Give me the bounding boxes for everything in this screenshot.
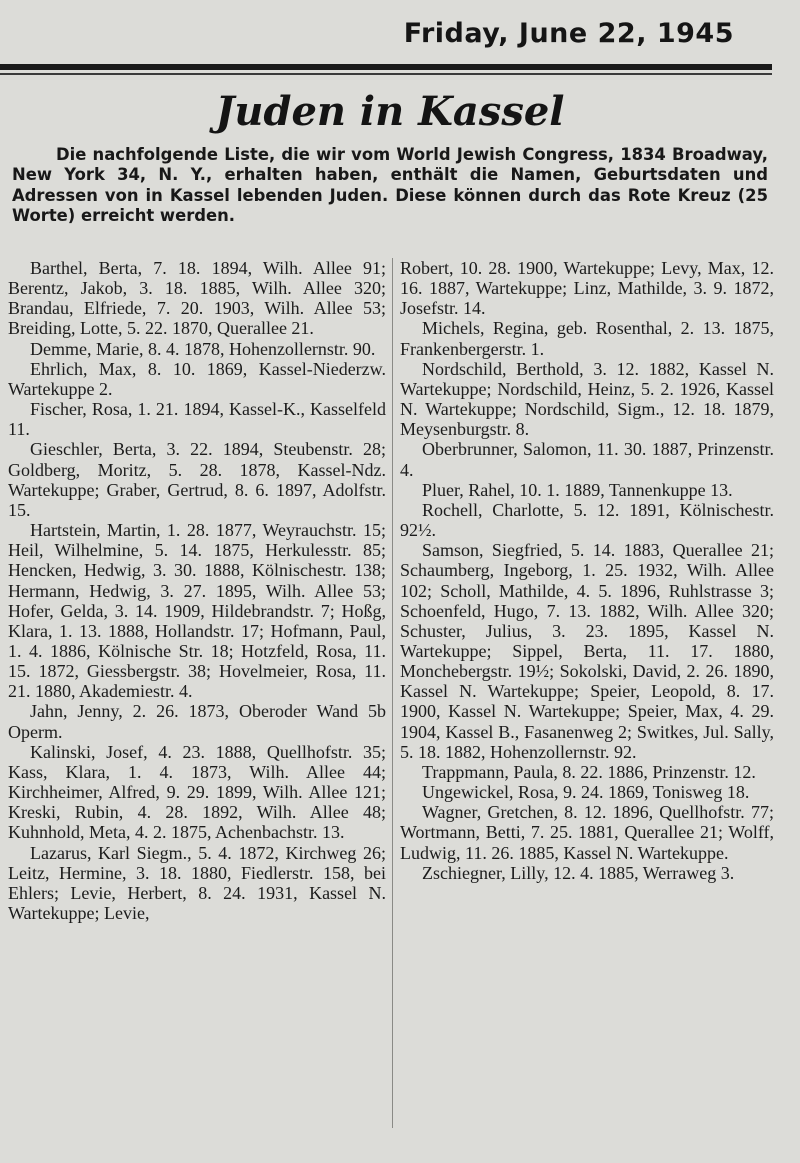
list-entry: Ungewickel, Rosa, 9. 24. 1869, Tonisweg 18. [422, 782, 750, 803]
list-entry: Robert, 10. 28. 1900, Wartekuppe; Levy, Max, 12. 16. 1887, Wartekuppe; Linz, Mathilde, 3. 9. 1872, Josefstr. 14. [400, 258, 774, 319]
list-entry: Samson, Siegfried, 5. 14. 1883, Querallee 21; Schaumberg, Ingeborg, 1. 25. 1932, Wilh. Allee 102; Scholl, Mathilde, 4. 5. 1896, Ruhlstrasse 3; Schoenfeld, Hugo, 7. 13. 1882, Wilh. Allee 320; Schuster, Julius, 3. 23. 1895, Kassel N. Wartekuppe; Sippel, Berta, 11. 17. 1880, Monchebergstr. 19½; Sokolski, David, 2. 26. 1890, Kassel N. Wartekuppe; Speier, Leopold, 8. 17. 1900, Kassel N. Wartekuppe; Speier, Max, 4. 29. 1904, Kassel B., Fasanenweg 2; Switkes, Jul. Sally, 5. 18. 1882, Hohenzollernstr. 92. [400, 540, 774, 762]
dateline: Friday, June 22, 1945 [403, 18, 734, 49]
list-entry: Jahn, Jenny, 2. 26. 1873, Oberoder Wand 5b Operm. [8, 701, 386, 742]
article-headline: Juden in Kassel [215, 88, 565, 135]
column-divider [392, 258, 393, 1128]
list-entry: Barthel, Berta, 7. 18. 1894, Wilh. Allee 91; Berentz, Jakob, 3. 18. 1885, Wilh. Allee 320; Brandau, Elfriede, 7. 20. 1903, Wilh. Allee 53; Breiding, Lotte, 5. 22. 1870, Querallee 21. [8, 258, 386, 339]
masthead-rule-thick [0, 64, 772, 70]
left-column [8, 258, 386, 923]
list-entry: Lazarus, Karl Siegm., 5. 4. 1872, Kirchweg 26; Leitz, Hermine, 3. 18. 1880, Fiedlerstr. 158, bei Ehlers; Levie, Herbert, 8. 24. 1931, Kassel N. Wartekuppe; Levie, [8, 842, 386, 923]
list-entry: Gieschler, Berta, 3. 22. 1894, Steubenstr. 28; Goldberg, Moritz, 5. 28. 1878, Kassel-Ndz. Wartekuppe; Graber, Gertrud, 8. 6. 1897, Adolfstr. 15. [8, 439, 386, 520]
list-entry: Michels, Regina, geb. Rosenthal, 2. 13. 1875, Frankenbergerstr. 1. [400, 318, 774, 359]
list-entry: Ehrlich, Max, 8. 10. 1869, Kassel-Niederzw. Wartekuppe 2. [8, 358, 386, 399]
list-entry: Demme, Marie, 8. 4. 1878, Hohenzollernstr. 90. [30, 338, 376, 359]
list-entry: Hartstein, Martin, 1. 28. 1877, Weyrauchstr. 15; Heil, Wilhelmine, 5. 14. 1875, Herkulesstr. 85; Hencken, Hedwig, 3. 30. 1888, Kölnischestr. 138; Hermann, Hedwig, 3. 27. 1895, Wilh. Allee 53; Hofer, Gelda, 3. 14. 1909, Hildebrandstr. 7; Hoßg, Klara, 1. 13. 1888, Hollandstr. 17; Hofmann, Paul, 1. 4. 1886, Kölnische Str. 18; Hotzfeld, Rosa, 11. 15. 1872, Giessbergstr. 38; Hovelmeier, Rosa, 11. 21. 1880, Akademiestr. 4. [8, 520, 386, 702]
list-entry: Kalinski, Josef, 4. 23. 1888, Quellhofstr. 35; Kass, Klara, 1. 4. 1873, Wilh. Allee 44; Kirchheimer, Alfred, 9. 29. 1899, Wilh. Allee 121; Kreski, Rubin, 4. 28. 1892, Wilh. Allee 48; Kuhnhold, Meta, 4. 2. 1875, Achenbachstr. 13. [8, 741, 386, 843]
list-entry: Wagner, Gretchen, 8. 12. 1896, Quellhofstr. 77; Wortmann, Betti, 7. 25. 1881, Querallee 21; Wolff, Ludwig, 11. 26. 1885, Kassel N. Wartekuppe. [400, 802, 774, 863]
list-entry: Oberbrunner, Salomon, 11. 30. 1887, Prinzenstr. 4. [400, 439, 774, 480]
list-entry: Trappmann, Paula, 8. 22. 1886, Prinzenstr. 12. [422, 761, 756, 782]
article-intro: Die nachfolgende Liste, die wir vom World Jewish Congress, 1834 Broadway, New York 34, N. Y., erhalten haben, enthält die Namen, Geburtsdaten und Adressen von in Kassel lebenden Juden. Diese können durch das Rote Kreuz (25 Worte) erreicht werden. [12, 145, 768, 225]
list-entry: Rochell, Charlotte, 5. 12. 1891, Kölnischestr. 92½. [400, 499, 774, 541]
right-column [400, 258, 774, 883]
list-entry: Fischer, Rosa, 1. 21. 1894, Kassel-K., Kasselfeld 11. [8, 399, 386, 440]
list-entry: Zschiegner, Lilly, 12. 4. 1885, Werraweg 3. [422, 862, 735, 883]
list-entry: Nordschild, Berthold, 3. 12. 1882, Kassel N. Wartekuppe; Nordschild, Heinz, 5. 2. 1926, Kassel N. Wartekuppe; Nordschild, Sigm., 12. 18. 1879, Meysenburgstr. 8. [400, 358, 774, 440]
list-entry: Pluer, Rahel, 10. 1. 1889, Tannenkuppe 13. [422, 479, 733, 500]
masthead-rule-thin [0, 73, 772, 75]
